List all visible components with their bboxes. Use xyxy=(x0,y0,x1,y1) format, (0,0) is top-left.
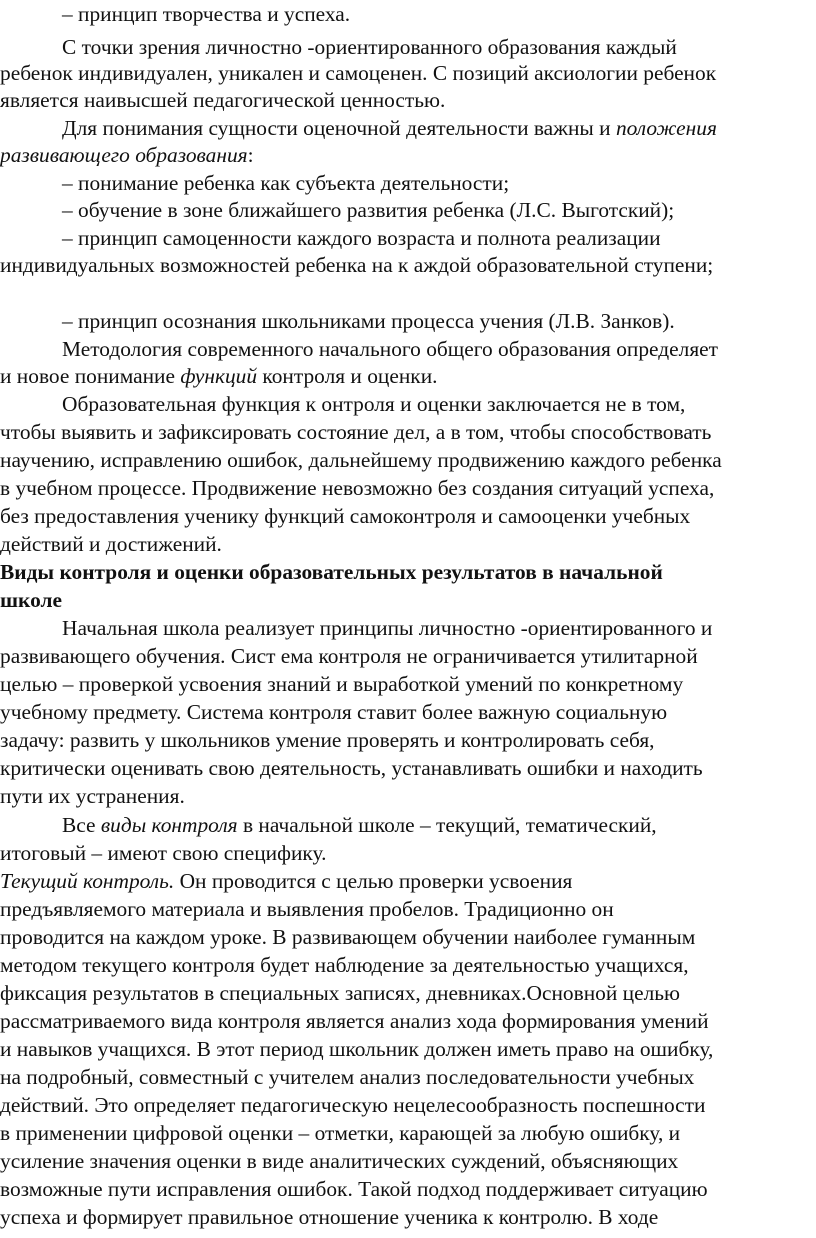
text-line: является наивысшей педагогической ценностью. xyxy=(0,88,446,112)
text-line xyxy=(0,145,254,166)
text-line: научению, исправлению ошибок, дальнейшему продвижению каждого ребенка xyxy=(0,448,722,472)
section-heading: школе xyxy=(0,588,63,612)
text-line: усиление значения оценки в виде аналитических суждений, объясняющих xyxy=(0,1149,679,1173)
text-span: и новое понимание xyxy=(0,364,175,388)
text-line xyxy=(0,366,438,387)
text-line: развивающего обучения. Сист ема контроля не ограничивается утилитарной xyxy=(0,644,698,668)
list-item: – принцип самоценности каждого возраста и полнота реализации xyxy=(62,226,661,250)
italic-term: Текущий контроль. xyxy=(0,869,175,893)
italic-term: положения xyxy=(615,116,717,140)
text-line: ребенок индивидуален, уникален и самоценен. С позиций аксиологии ребенок xyxy=(0,61,717,85)
text-line: возможные пути исправления ошибок. Такой подход поддерживает ситуацию xyxy=(0,1177,708,1201)
text-line: действий и достижений. xyxy=(0,532,222,556)
text-line: учебному предмету. Система контроля ставит более важную социальную xyxy=(0,700,668,724)
text-line: итоговый – имеют свою специфику. xyxy=(0,841,327,865)
text-span: Все xyxy=(62,813,96,837)
text-line: целью – проверкой усвоения знаний и выработкой умений по конкретному xyxy=(0,672,684,696)
text-line: Начальная школа реализует принципы личностно -ориентированного и xyxy=(62,616,713,640)
text-line xyxy=(0,871,572,892)
text-line: Методология современного начального общего образования определяет xyxy=(62,337,719,361)
text-line: в учебном процессе. Продвижение невозможно без создания ситуаций успеха, xyxy=(0,476,715,500)
text-line: методом текущего контроля будет наблюдение за деятельностью учащихся, xyxy=(0,953,689,977)
text-line xyxy=(62,815,657,836)
text-span: : xyxy=(247,143,254,167)
text-line: фиксация результатов в специальных записях, дневниках.Основной целью xyxy=(0,981,681,1005)
text-line: действий. Это определяет педагогическую нецелесообразность поспешности xyxy=(0,1093,706,1117)
text-line: предъявляемого материала и выявления пробелов. Традиционно он xyxy=(0,897,614,921)
text-line xyxy=(62,118,717,139)
text-line: успеха и формирует правильное отношение ученика к контролю. В ходе xyxy=(0,1205,659,1229)
section-heading: Виды контроля и оценки образовательных результатов в начальной xyxy=(0,560,663,584)
text-line: индивидуальных возможностей ребенка на к аждой образовательной ступени; xyxy=(0,253,714,277)
text-line: задачу: развить у школьников умение проверять и контролировать себя, xyxy=(0,728,655,752)
text-span: Для понимания сущности оценочной деятельности важны и xyxy=(62,116,611,140)
text-line: – принцип творчества и успеха. xyxy=(62,2,351,26)
list-item: – обучение в зоне ближайшего развития ребенка (Л.С. Выготский); xyxy=(62,198,675,222)
italic-term: развивающего образования xyxy=(0,143,248,167)
text-line: на подробный, совместный с учителем анализ последовательности учебных xyxy=(0,1065,695,1089)
text-line: С точки зрения личностно -ориентированного образования каждый xyxy=(62,35,677,59)
text-line: Образовательная функция к онтроля и оценки заключается не в том, xyxy=(62,392,686,416)
text-line: чтобы выявить и зафиксировать состояние дел, а в том, чтобы способствовать xyxy=(0,420,712,444)
list-item: – принцип осознания школьниками процесса учения (Л.В. Занков). xyxy=(62,309,675,333)
italic-term: функций xyxy=(180,364,258,388)
text-span: Он проводится с целью проверки усвоения xyxy=(179,869,573,893)
italic-term: виды контроля xyxy=(100,813,238,837)
list-item: – понимание ребенка как субъекта деятельности; xyxy=(62,171,510,195)
text-line: пути их устранения. xyxy=(0,784,185,808)
text-line: без предоставления ученику функций самоконтроля и самооценки учебных xyxy=(0,504,691,528)
text-line: в применении цифровой оценки – отметки, карающей за любую ошибку, и xyxy=(0,1121,681,1145)
text-line: критически оценивать свою деятельность, устанавливать ошибки и находить xyxy=(0,756,703,780)
text-line: и навыков учащихся. В этот период школьник должен иметь право на ошибку, xyxy=(0,1037,714,1061)
text-span: в начальной школе – текущий, тематический, xyxy=(242,813,657,837)
text-line: рассматриваемого вида контроля является анализ хода формирования умений xyxy=(0,1009,709,1033)
text-line: проводится на каждом уроке. В развивающем обучении наиболее гуманным xyxy=(0,925,696,949)
text-span: контроля и оценки. xyxy=(262,364,438,388)
